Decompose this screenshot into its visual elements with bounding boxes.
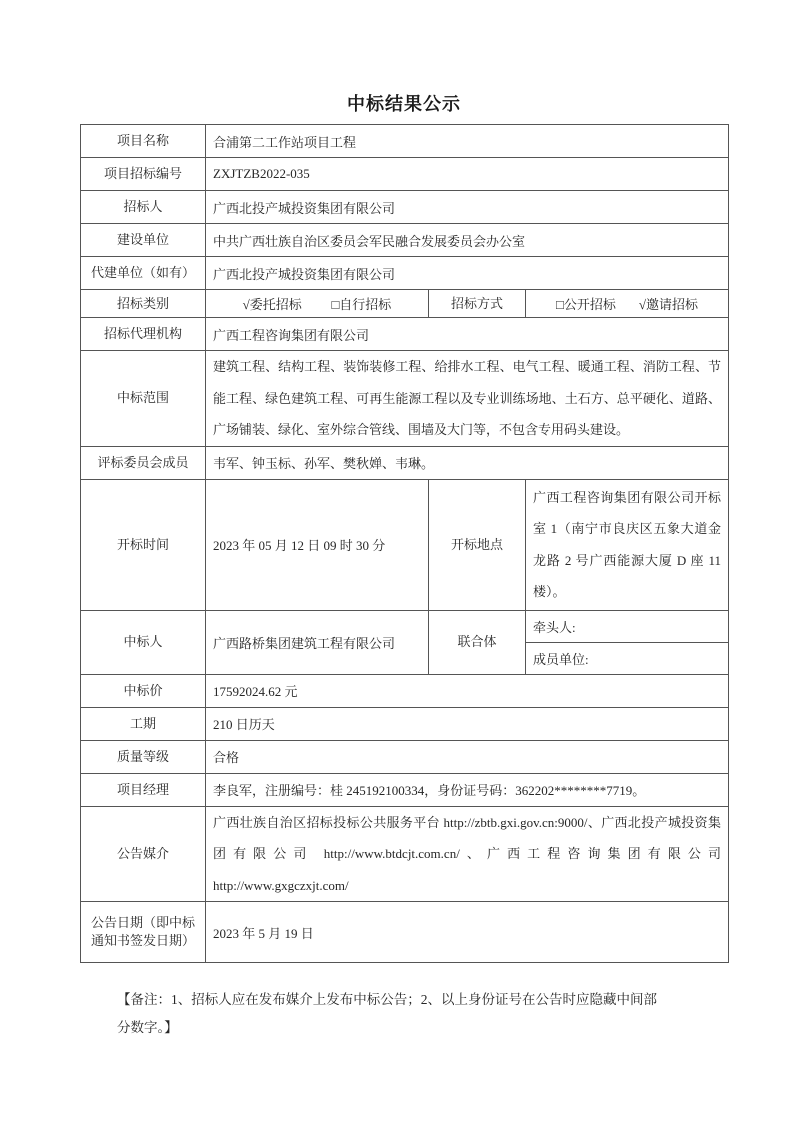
price-label: 中标价 <box>81 674 206 707</box>
project-name-label: 项目名称 <box>81 125 206 158</box>
table-row-quality <box>81 740 729 773</box>
opening-place-value: 广西工程咨询集团有限公司开标室 1（南宁市良庆区五象大道金龙路 2 号广西能源大厦 D 座 11 楼）。 <box>526 479 729 610</box>
announce-date-label: 公告日期（即中标通知书签发日期） <box>81 902 206 963</box>
table-row-duration <box>81 707 729 740</box>
agency-label: 招标代理机构 <box>81 318 206 351</box>
tender-number-value: ZXJTZB2022-035 <box>206 158 729 191</box>
table-row-media <box>81 806 729 902</box>
tenderer-label: 招标人 <box>81 191 206 224</box>
table-row-winner <box>81 610 729 642</box>
winner-label: 中标人 <box>81 610 206 674</box>
media-value: 广西壮族自治区招标投标公共服务平台 http://zbtb.gxi.gov.cn:9000/、广西北投产城投资集团有限公司 http://www.btdcjt.com.cn/、广西工程咨询集团有限公司 http://www.gxgczxjt.com/ <box>206 806 729 902</box>
agent-unit-label: 代建单位（如有） <box>81 257 206 290</box>
table-row-manager <box>81 773 729 806</box>
checkbox-open-tender-unchecked: □公开招标 <box>556 297 616 312</box>
page-title: 中标结果公示 <box>347 94 461 115</box>
manager-label: 项目经理 <box>81 773 206 806</box>
checkbox-invited-tender-checked: √邀请招标 <box>638 297 698 312</box>
consortium-label: 联合体 <box>429 610 526 674</box>
quality-value: 合格 <box>206 740 729 773</box>
quality-label: 质量等级 <box>81 740 206 773</box>
table-row-agency <box>81 318 729 351</box>
opening-time-label: 开标时间 <box>81 479 206 610</box>
media-label: 公告媒介 <box>81 806 206 902</box>
consortium-leader-label: 牵头人: <box>526 610 729 642</box>
footer-note <box>117 986 707 1042</box>
checkbox-entrusted-tender-checked: √委托招标 <box>242 297 302 312</box>
tender-method-options-cell <box>526 290 729 318</box>
table-row-scope <box>81 351 729 447</box>
consortium-member-label: 成员单位: <box>526 642 729 674</box>
footer-note-line2: 分数字。】 <box>117 1020 178 1035</box>
tenderer-value: 广西北投产城投资集团有限公司 <box>206 191 729 224</box>
table-row-opening <box>81 479 729 610</box>
opening-time-value: 2023 年 05 月 12 日 09 时 30 分 <box>206 479 429 610</box>
table-row-committee <box>81 446 729 479</box>
duration-label: 工期 <box>81 707 206 740</box>
price-value: 17592024.62 元 <box>206 674 729 707</box>
table-row-tenderer <box>81 191 729 224</box>
tender-number-label: 项目招标编号 <box>81 158 206 191</box>
agent-unit-value: 广西北投产城投资集团有限公司 <box>206 257 729 290</box>
scope-label: 中标范围 <box>81 351 206 447</box>
table-row-project-name <box>81 125 729 158</box>
scope-value: 建筑工程、结构工程、装饰装修工程、给排水工程、电气工程、暖通工程、消防工程、节能工程、绿色建筑工程、可再生能源工程以及专业训练场地、土石方、总平硬化、道路、广场铺装、绿化、室外综合管线、围墙及大门等，不包含专用码头建设。 <box>206 351 729 447</box>
committee-label: 评标委员会成员 <box>81 446 206 479</box>
committee-value: 韦军、钟玉标、孙军、樊秋婵、韦琳。 <box>206 446 729 479</box>
table-row-category <box>81 290 729 318</box>
footer-note-line1: 【备注：1、招标人应在发布媒介上发布中标公告；2、以上身份证号在公告时应隐藏中间部 <box>117 992 657 1007</box>
construction-unit-label: 建设单位 <box>81 224 206 257</box>
tender-method-label: 招标方式 <box>429 290 526 318</box>
agency-value: 广西工程咨询集团有限公司 <box>206 318 729 351</box>
category-label: 招标类别 <box>81 290 206 318</box>
project-name-value: 合浦第二工作站项目工程 <box>206 125 729 158</box>
duration-value: 210 日历天 <box>206 707 729 740</box>
table-row-announce-date <box>81 902 729 963</box>
bid-result-table <box>80 124 729 963</box>
table-row-agent-unit <box>81 257 729 290</box>
opening-place-label: 开标地点 <box>429 479 526 610</box>
winner-value: 广西路桥集团建筑工程有限公司 <box>206 610 429 674</box>
announce-date-value: 2023 年 5 月 19 日 <box>206 902 729 963</box>
table-row-construction-unit <box>81 224 729 257</box>
category-options-cell <box>206 290 429 318</box>
construction-unit-value: 中共广西壮族自治区委员会军民融合发展委员会办公室 <box>206 224 729 257</box>
table-row-tender-number <box>81 158 729 191</box>
manager-value: 李良军，注册编号：桂 245192100334，身份证号码：362202********7719。 <box>206 773 729 806</box>
table-row-price <box>81 674 729 707</box>
checkbox-self-tender-unchecked: □自行招标 <box>331 297 392 312</box>
